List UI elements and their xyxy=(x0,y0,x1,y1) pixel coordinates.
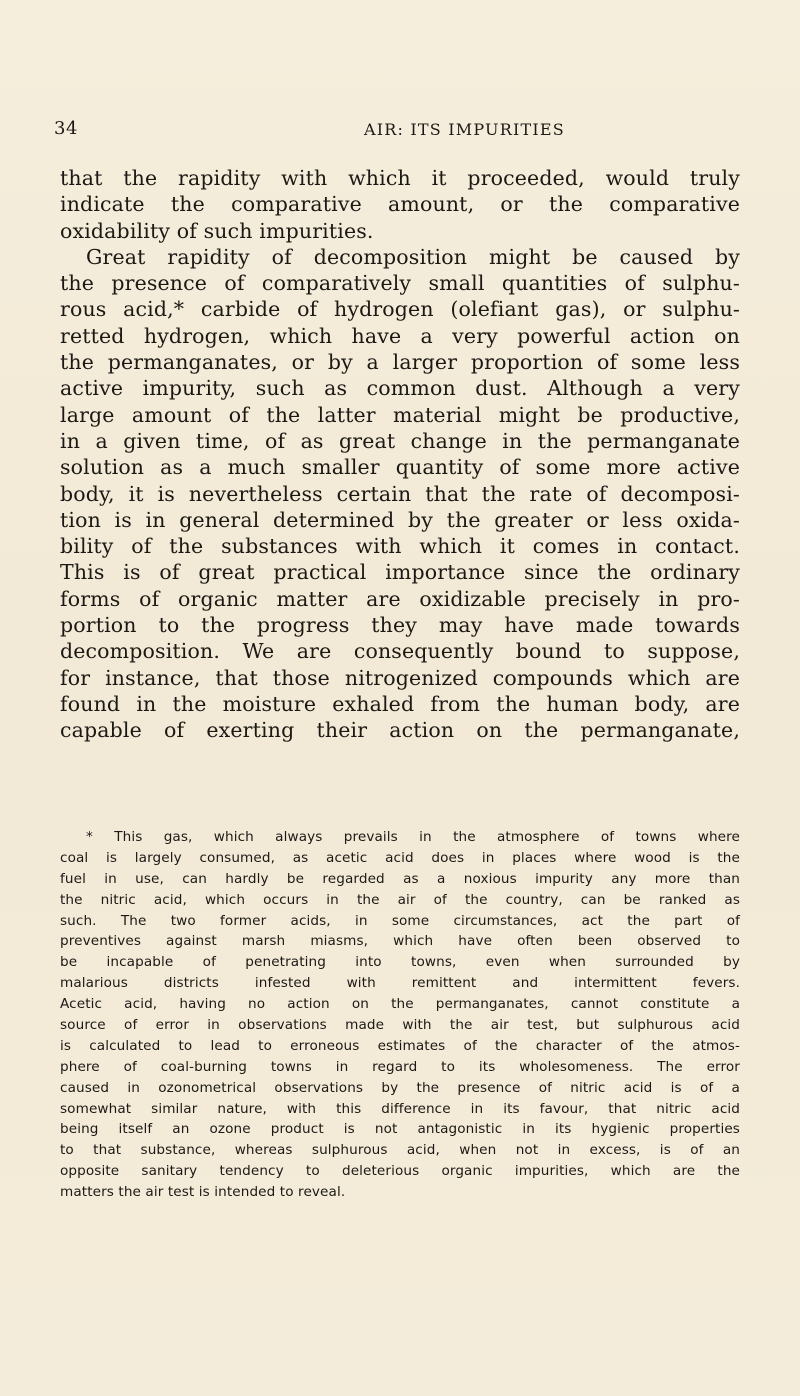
footnote-line: preventives against marsh miasms, which have often been observed to xyxy=(60,933,740,950)
body-line: retted hydrogen, which have a very powerful action on xyxy=(60,323,740,348)
body-line: This is of great practical importance since the ordinary xyxy=(60,560,740,585)
footnote-line: such. The two former acids, in some circumstances, act the part of xyxy=(60,912,740,929)
footnote-line: caused in ozonometrical observations by the presence of nitric acid is of a xyxy=(60,1079,740,1096)
body-line: in a given time, of as great change in the permanganate xyxy=(60,428,740,453)
footnote-line: source of error in observations made with the air test, but sulphurous acid xyxy=(60,1017,740,1034)
page-number: 34 xyxy=(54,118,78,139)
footnote-line: phere of coal-burning towns in regard to its wholesomeness. The error xyxy=(60,1058,740,1075)
body-line: portion to the progress they may have made towards xyxy=(60,613,740,638)
footnote xyxy=(60,827,740,1203)
footnote-line: be incapable of penetrating into towns, even when surrounded by xyxy=(60,954,740,971)
body-line: bility of the substances with which it comes in contact. xyxy=(60,534,740,559)
footnote-line: opposite sanitary tendency to deleterious organic impurities, which are the xyxy=(60,1163,740,1180)
body-line: large amount of the latter material might be productive, xyxy=(60,402,740,427)
footnote-line: Acetic acid, having no action on the permanganates, cannot constitute a xyxy=(60,996,740,1013)
body-line: the presence of comparatively small quantities of sulphu- xyxy=(60,271,740,296)
body-line: forms of organic matter are oxidizable precisely in pro- xyxy=(60,586,740,611)
body-line: decomposition. We are consequently bound to suppose, xyxy=(60,639,740,664)
body-line: active impurity, such as common dust. Although a very xyxy=(60,376,740,401)
footnote-line: is calculated to lead to erroneous estimates of the character of the atmos- xyxy=(60,1037,740,1054)
body-line: indicate the comparative amount, or the comparative xyxy=(60,192,740,217)
page-header xyxy=(54,118,744,148)
body-line: found in the moisture exhaled from the human body, are xyxy=(60,691,740,716)
footnote-line: the nitric acid, which occurs in the air of the country, can be ranked as xyxy=(60,891,740,908)
body-line: rous acid,* carbide of hydrogen (olefiant gas), or sulphu- xyxy=(60,297,740,322)
footnote-line: somewhat similar nature, with this difference in its favour, that nitric acid xyxy=(60,1100,740,1117)
body-text xyxy=(60,165,740,744)
footnote-line: matters the air test is intended to reveal. xyxy=(60,1184,346,1201)
body-line: solution as a much smaller quantity of some more active xyxy=(60,455,740,480)
body-line: the permanganates, or by a larger proportion of some less xyxy=(60,350,740,375)
footnote-line: fuel in use, can hardly be regarded as a noxious impurity any more than xyxy=(60,870,740,887)
body-line: body, it is nevertheless certain that the rate of decomposi- xyxy=(60,481,740,506)
body-line: tion is in general determined by the greater or less oxida- xyxy=(60,507,740,532)
footnote-line: being itself an ozone product is not antagonistic in its hygienic properties xyxy=(60,1121,740,1138)
body-line: for instance, that those nitrogenized compounds which are xyxy=(60,665,740,690)
body-line: capable of exerting their action on the permanganate, xyxy=(60,718,740,743)
footnote-line: * This gas, which always prevails in the atmosphere of towns where xyxy=(86,829,740,845)
footnote-line: coal is largely consumed, as acetic acid does in places where wood is the xyxy=(60,849,740,866)
body-line: that the rapidity with which it proceeded, would truly xyxy=(60,166,740,190)
body-line: Great rapidity of decomposition might be caused by xyxy=(86,244,740,269)
body-line: oxidability of such impurities. xyxy=(60,218,374,243)
footnote-line: malarious districts infested with remittent and intermittent fevers. xyxy=(60,975,740,992)
footnote-line: to that substance, whereas sulphurous acid, when not in excess, is of an xyxy=(60,1142,740,1159)
running-title: AIR: ITS IMPURITIES xyxy=(364,120,565,139)
